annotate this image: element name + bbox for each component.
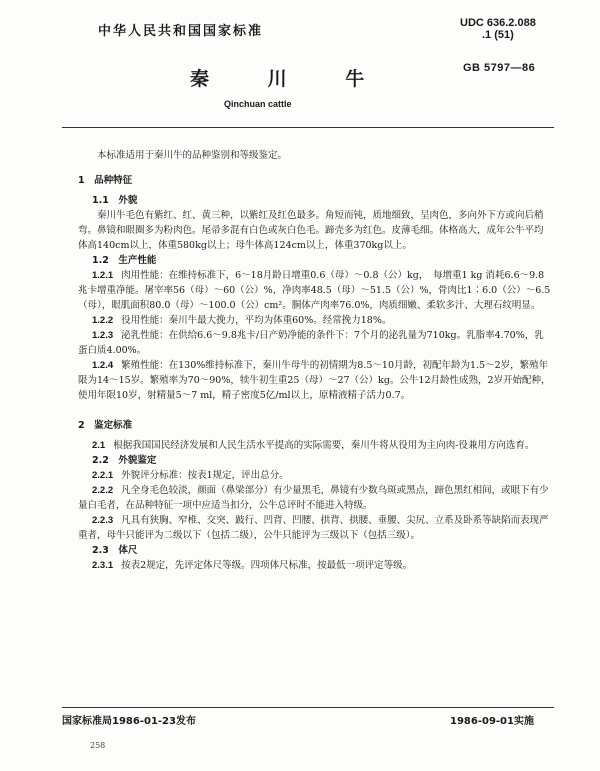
udc-line-1: UDC 636.2.088	[460, 17, 536, 29]
clause-number: 1.2.2	[92, 315, 114, 326]
udc-classification	[460, 17, 536, 41]
clause-number: 2.2.2	[92, 485, 114, 496]
header-rule	[62, 127, 554, 128]
section-2-3-title: 2.3 体尺	[92, 545, 138, 556]
clause-text: 凡具有狭胸、窄椎、交突、跛行、凹背、凹腰、拱背、拱腰、垂腰、尖尻、立系及卧系等缺陷而表现严重者，母牛只能评为二级以下（包括二级），公牛只能评为三级以下（包括三级）。	[78, 515, 549, 541]
clause-2-1	[78, 438, 552, 453]
clause-text: 按表2规定，先评定体尺等级。四项体尺标准，按最低一项评定等级。	[121, 560, 413, 571]
clause-2-2-2	[78, 483, 552, 513]
udc-line-2: .1 (51)	[482, 29, 514, 41]
clause-text: 外貌评分标准：按表1规定，评出总分。	[121, 470, 289, 481]
section-2-2-title: 2.2 外貌鉴定	[92, 455, 157, 466]
section-1-2-title: 1.2 生产性能	[92, 255, 157, 266]
issue-date: 国家标准局1986-01-23发布	[62, 716, 196, 727]
section-1-1-text: 秦川牛毛色有紫红、红、黄三种，以紫红及红色最多。角短而钝，质地细致，呈肉色，多向外下方或向后稍弯。鼻镜和眼圈多为粉肉色。尾帚多混有白色或灰白色毛。蹄壳多为红色。皮薄毛细。体格高大，成年公牛平均体高140cm以上，体重580kg以上；母牛体高124cm以上，体重370kg以上。	[78, 210, 544, 251]
english-title: Qinchuan cattle	[224, 99, 292, 109]
effective-date: 1986-09-01实施	[450, 716, 534, 727]
section-2-title: 2 鉴定标准	[78, 420, 133, 431]
clause-number: 2.2.3	[92, 515, 114, 526]
clause-number: 2.3.1	[92, 560, 114, 571]
clause-number: 1.2.4	[92, 360, 114, 371]
clause-2-3-1	[78, 558, 552, 573]
document-title: 秦 川 牛	[190, 68, 391, 90]
clause-number: 2.1	[92, 440, 106, 451]
clause-2-2-1	[78, 468, 552, 483]
clause-text: 繁殖性能：在130%维持标准下，秦川牛母牛的初情期为8.5～10月龄，初配年龄为1.5～2岁，繁殖年限为14～15岁。繁殖率为70～90%，犊牛初生重25（母）～27（公）kg。公牛12月龄性成熟，2岁开始配种，使用年限10岁，射精量5～7 ml，精子密度5亿/ml以上，原精液精子活力0.7。	[78, 360, 551, 401]
standard-number: GB 5797—86	[463, 62, 536, 74]
clause-text: 役用性能：秦川牛最大挽力，平均为体重60%。经常挽力18%。	[121, 315, 392, 326]
clause-1-2-4	[78, 358, 552, 403]
clause-text: 泌乳性能：在供给6.6～9.8兆卡/日产奶净能的条件下：7个月的泌乳量为710kg。乳脂率4.70%，乳蛋白质4.00%。	[78, 330, 544, 356]
clause-1-2-3	[78, 328, 552, 358]
clause-number: 2.2.1	[92, 470, 114, 481]
clause-number: 1.2.1	[92, 270, 114, 281]
issuing-authority-heading: 中华人民共和国国家标准	[98, 24, 264, 39]
document-body	[78, 148, 552, 573]
clause-1-2-1	[78, 268, 552, 313]
page-number: 258	[90, 741, 106, 750]
clause-1-2-2	[78, 313, 552, 328]
footer-rule	[62, 707, 554, 708]
scope-statement: 本标准适用于秦川牛的品种鉴别和等级鉴定。	[97, 150, 288, 161]
clause-text: 根据我国国民经济发展和人民生活水平提高的实际需要，秦川牛将从役用为主向肉-役兼用方向选育。	[113, 440, 535, 451]
clause-2-2-3	[78, 513, 552, 543]
clause-text: 凡全身毛色较淡，颜面（鼻梁部分）有少量黑毛，鼻镜有少数乌斑或黑点，蹄色黑红相间，或眼下有少量白毛者，在品种特征一项中应适当扣分，公牛总评时不能进入特级。	[78, 485, 549, 511]
section-1-title: 1 品种特征	[78, 175, 133, 186]
clause-text: 肉用性能：在维持标准下，6～18月龄日增重0.6（母）～0.8（公）kg， 每增重1 kg 消耗6.6～9.8兆卡增重净能。屠宰率56（母）～60（公）%，净肉率48.5（母）～51.5（公）%，骨肉比1∶6.0（公）～6.5（母），眼肌面积80.0（母）～100.0（公）cm²。胴体产肉率76.0%，肉质细嫩、柔软多汁、大理石纹明显。	[78, 270, 551, 311]
section-1-1-title: 1.1 外貌	[92, 195, 138, 206]
clause-number: 1.2.3	[92, 330, 114, 341]
